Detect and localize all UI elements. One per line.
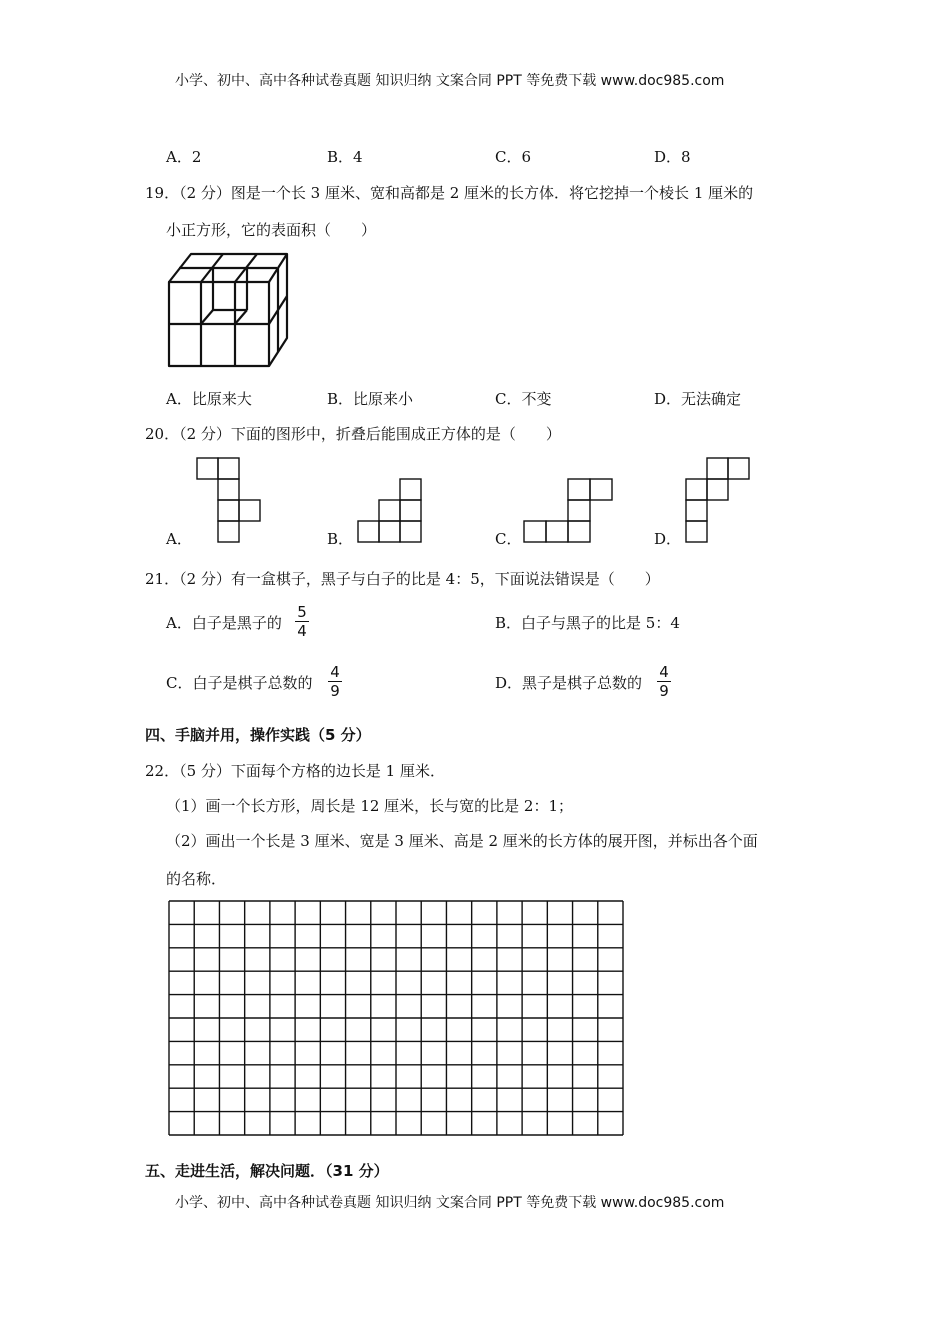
q19-stem-line2: 小正方形，它的表面积（ ）	[166, 221, 377, 239]
q18-option-a[interactable]: A．2	[166, 148, 202, 166]
q20-net-a[interactable]	[196, 457, 262, 543]
q22-part2-line1: （2）画出一个长是 3 厘米、宽是 3 厘米、高是 2 厘米的长方体的展开图，并标出各个面	[166, 832, 758, 850]
section5-title: 五、走进生活，解决问题．（31 分）	[145, 1162, 389, 1180]
q21-option-a-fraction	[294, 603, 310, 640]
numerator: 5	[297, 603, 307, 621]
q21-option-c[interactable]: C．白子是棋子总数的	[166, 674, 313, 692]
q22-part1: （1）画一个长方形，周长是 12 厘米，长与宽的比是 2：1；	[166, 797, 574, 815]
q21-option-d-fraction	[656, 663, 672, 700]
q21-option-d[interactable]: D．黑子是棋子总数的	[495, 674, 643, 692]
q21-option-b[interactable]: B．白子与黑子的比是 5：4	[495, 614, 680, 632]
q18-option-d[interactable]: D．8	[654, 148, 691, 166]
q20-stem: 20．（2 分）下面的图形中，折叠后能围成正方体的是（ ）	[145, 425, 561, 443]
q21-option-a[interactable]: A．白子是黑子的	[166, 614, 282, 632]
numerator: 4	[659, 663, 669, 681]
q19-option-d[interactable]: D．无法确定	[654, 390, 742, 408]
numerator: 4	[330, 663, 340, 681]
q18-option-c[interactable]: C．6	[495, 148, 532, 166]
denominator: 9	[659, 682, 669, 700]
q19-stem-line1: 19．（2 分）图是一个长 3 厘米、宽和高都是 2 厘米的长方体．将它挖掉一个棱长 1 厘米的	[145, 184, 754, 202]
q20-option-c-label[interactable]: C．	[495, 530, 522, 548]
q21-stem: 21．（2 分）有一盒棋子，黑子与白子的比是 4：5，下面说法错误是（ ）	[145, 570, 660, 588]
q19-cuboid-figure	[165, 248, 290, 370]
q22-part2-line2: 的名称．	[166, 870, 227, 888]
q19-option-b[interactable]: B．比原来小	[327, 390, 414, 408]
q18-option-b[interactable]: B．4	[327, 148, 363, 166]
q20-net-c[interactable]	[523, 478, 613, 544]
q20-net-d[interactable]	[685, 457, 751, 543]
q21-option-c-fraction	[327, 663, 343, 700]
q20-net-b[interactable]	[357, 478, 423, 544]
q20-option-d-label[interactable]: D．	[654, 530, 682, 548]
section4-title: 四、手脑并用，操作实践（5 分）	[145, 726, 371, 744]
q20-option-b-label[interactable]: B．	[327, 530, 354, 548]
q19-option-c[interactable]: C．不变	[495, 390, 552, 408]
denominator: 9	[330, 682, 340, 700]
q22-stem: 22．（5 分）下面每个方格的边长是 1 厘米．	[145, 762, 445, 780]
q22-drawing-grid[interactable]	[168, 900, 624, 1136]
q19-option-a[interactable]: A．比原来大	[166, 390, 252, 408]
denominator: 4	[297, 622, 307, 640]
page-footer: 小学、初中、高中各种试卷真题 知识归纳 文案合同 PPT 等免费下载 www.doc985.com	[175, 1195, 725, 1211]
q20-option-a-label[interactable]: A．	[166, 530, 192, 548]
page-header: 小学、初中、高中各种试卷真题 知识归纳 文案合同 PPT 等免费下载 www.doc985.com	[175, 73, 725, 89]
